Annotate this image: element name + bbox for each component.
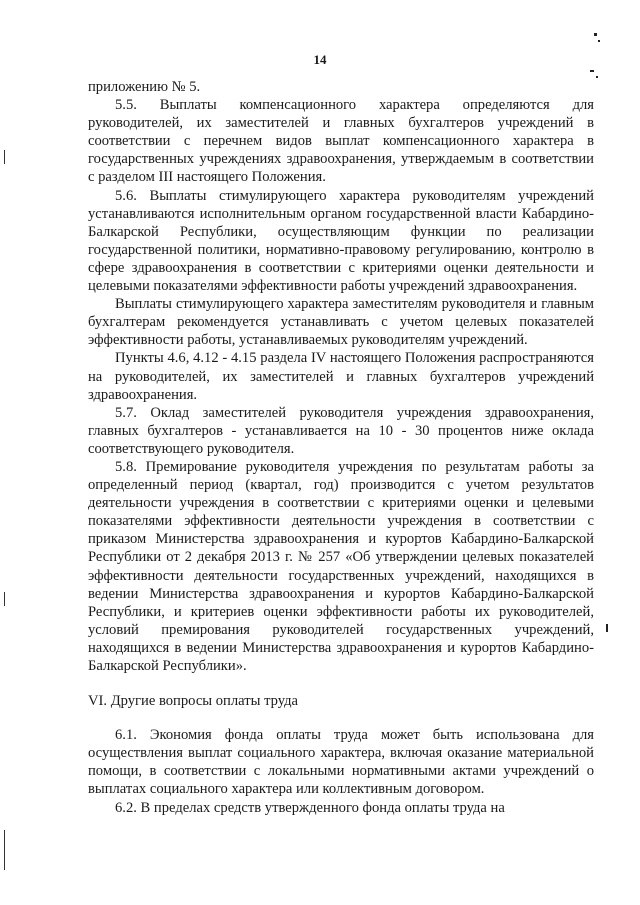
paragraph-clauses-reference: Пункты 4.6, 4.12 - 4.15 раздела IV настоящего Положения распространяются на руководителей, их заместителей и главных бухгалтеров учреждений здравоохранения. — [88, 350, 594, 403]
paragraph-6-1: 6.1. Экономия фонда оплаты труда может быть использована для осуществления выплат социального характера, включая оказание материальной помощи, в соответствии с локальными нормативными актами учреждений о выплатах социального характера или коллективным договором. — [88, 727, 594, 798]
scan-margin-mark — [4, 592, 5, 606]
scan-speck — [598, 40, 600, 42]
scan-speck — [594, 33, 597, 36]
paragraph-5-8: 5.8. Премирование руководителя учреждения по результатам работы за определенный период (квартал, год) производится с учетом результатов деятельности учреждения в соответствии с критериями оценки и целевыми показателями эффективности деятельности учреждения в соответствии с приказом Министерства здравоохранения и курортов Кабардино-Балкарской Республики от 2 декабря 2013 г. № 257 «Об утверждении целевых показателей эффективности деятельности государственных учреждений, находящихся в ведении Министерства здравоохранения и курортов Кабардино-Балкарской Республики, и критериев оценки эффективности работы их руководителей, условий премирования руководителей государственных учреждений, находящихся в ведении Министерства здравоохранения и курортов Кабардино-Балкарской Республики». — [88, 458, 594, 674]
scan-margin-mark — [4, 150, 5, 164]
paragraph-continuation: приложению № 5. — [88, 79, 201, 95]
scan-speck — [606, 624, 608, 632]
paragraph-6-2: 6.2. В пределах средств утвержденного фонда оплаты труда на — [115, 799, 505, 816]
section-heading: VI. Другие вопросы оплаты труда — [88, 693, 299, 710]
paragraph-5-7: 5.7. Оклад заместителей руководителя учреждения здравоохранения, главных бухгалтеров - устанавливается на 10 - 30 процентов ниже оклада соответствующего руководителя. — [88, 404, 594, 457]
paragraph-deputies-bonuses: Выплаты стимулирующего характера заместителям руководителя и главным бухгалтерам рекомендуется устанавливать с учетом целевых показателей эффективности работы, устанавливаемых руководителям учреждений. — [88, 296, 594, 349]
scan-margin-mark — [4, 830, 5, 870]
document-body — [88, 78, 594, 817]
paragraph-5-6: 5.6. Выплаты стимулирующего характера руководителям учреждений устанавливаются исполнительным органом государственной власти Кабардино-Балкарской Республики, осуществляющим функции по реализации государственной политики, нормативно-правовому регулированию, контролю в сфере здравоохранения в соответствии с критериями оценки деятельности и целевыми показателями эффективности работы учреждений здравоохранения. — [88, 187, 594, 295]
page-number: 14 — [313, 52, 327, 67]
scan-speck — [590, 70, 594, 72]
paragraph-5-5: 5.5. Выплаты компенсационного характера определяются для руководителей, их заместителей и главных бухгалтеров учреждений в соответствии с перечнем видов выплат компенсационного характера в государственных учреждениях здравоохранения, утверждаемым в соответствии с разделом III настоящего Положения. — [88, 97, 594, 186]
scan-speck — [596, 76, 598, 78]
